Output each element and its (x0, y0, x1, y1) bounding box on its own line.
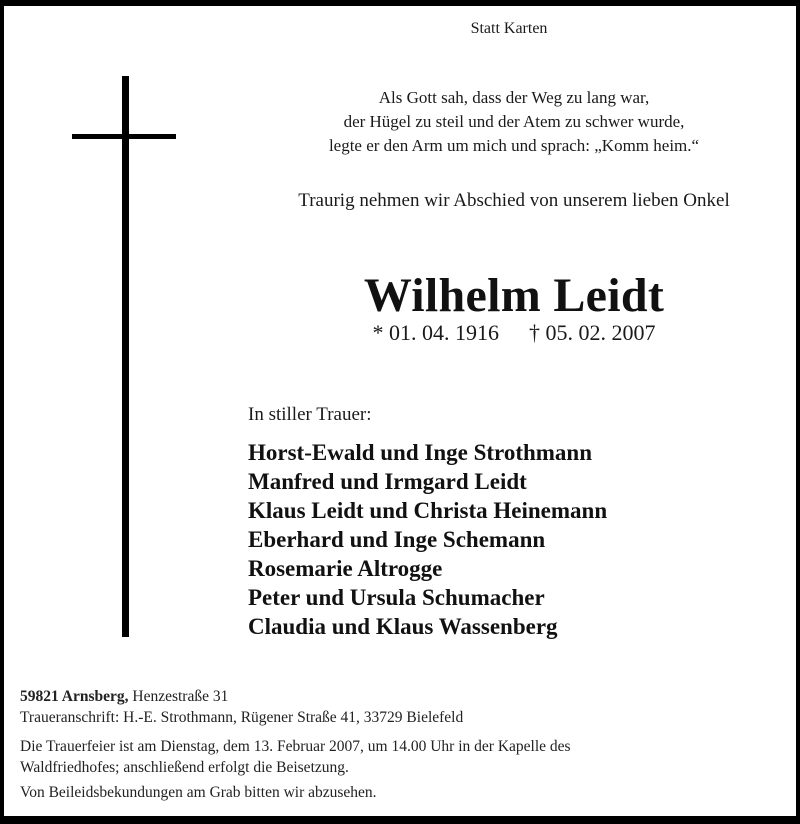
cross-icon-crossbar (72, 134, 176, 139)
mourning-address: Traueranschrift: H.-E. Strothmann, Rügener Straße 41, 33729 Bielefeld (20, 709, 464, 726)
ceremony-info-line-2: Waldfriedhofes; anschließend erfolgt die Beisetzung. (20, 759, 349, 776)
mourners-label: In stiller Trauer: (248, 404, 372, 425)
birth-date: * 01. 04. 1916 (372, 320, 499, 345)
footer-info (20, 686, 571, 803)
mourner-name: Rosemarie Altrogge (248, 556, 443, 581)
mourners-list (248, 438, 607, 641)
residence-city: 59821 Arnsberg, (20, 688, 129, 705)
poem-line: der Hügel zu steil und der Atem zu schwer wurde, (343, 112, 685, 131)
intro-text: Traurig nehmen wir Abschied von unserem lieben Onkel (298, 190, 730, 211)
mourner-name: Eberhard und Inge Schemann (248, 527, 546, 552)
poem (240, 86, 788, 158)
mourner-name: Klaus Leidt und Christa Heinemann (248, 498, 608, 523)
life-dates (240, 320, 788, 346)
death-date: † 05. 02. 2007 (529, 320, 656, 345)
residence-address (20, 686, 571, 707)
ceremony-info-line-1: Die Trauerfeier ist am Dienstag, dem 13. Februar 2007, um 14.00 Uhr in der Kapelle des (20, 738, 571, 755)
poem-line: legte er den Arm um mich und sprach: „Komm heim.“ (328, 136, 700, 155)
mourner-name: Manfred und Irmgard Leidt (248, 469, 527, 494)
poem-line: Als Gott sah, dass der Weg zu lang war, (378, 88, 650, 107)
obituary-notice (4, 6, 796, 816)
mourner-name: Claudia und Klaus Wassenberg (248, 614, 558, 639)
mourner-name: Peter und Ursula Schumacher (248, 585, 545, 610)
header-statt-karten: Statt Karten (470, 20, 548, 37)
cross-icon (122, 76, 129, 637)
deceased-name: Wilhelm Leidt (363, 269, 665, 322)
residence-street: Henzestraße 31 (128, 688, 229, 705)
mourner-name: Horst-Ewald und Inge Strothmann (248, 440, 593, 465)
condolence-note: Von Beileidsbekundungen am Grab bitten wir abzusehen. (20, 784, 377, 801)
